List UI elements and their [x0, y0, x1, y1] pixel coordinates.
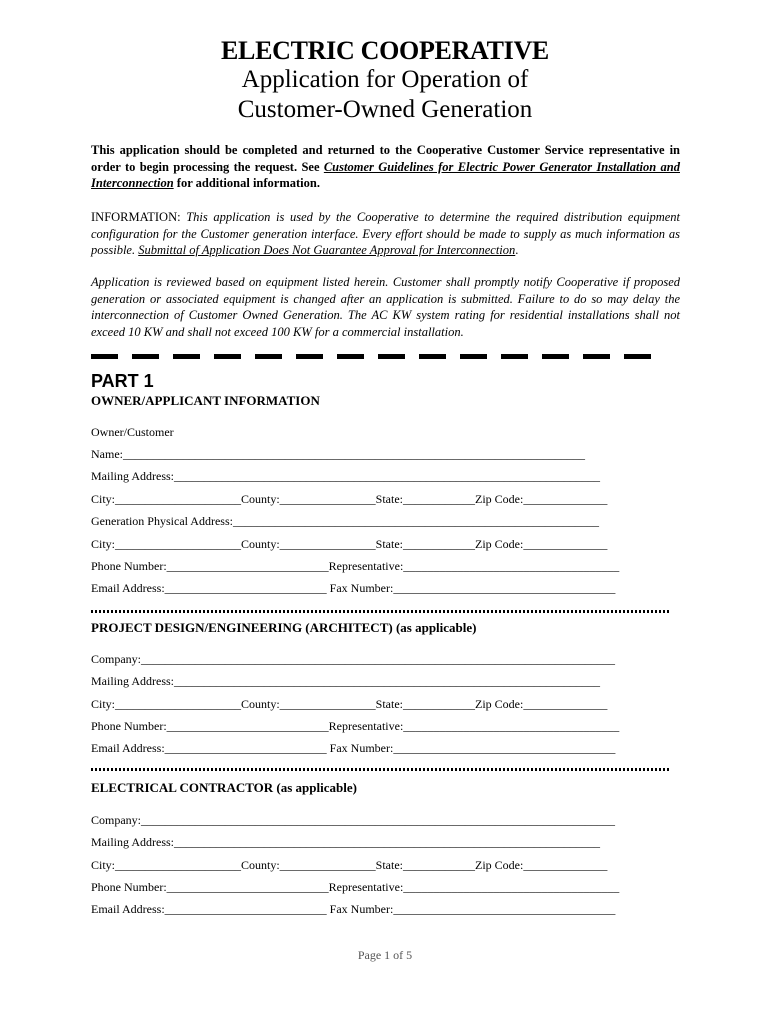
- generation-city-county-state-zip-field[interactable]: City:_____________________County:________________State:____________Zip Code:______________: [91, 537, 608, 551]
- information-label: INFORMATION:: [91, 210, 187, 224]
- architect-city-county-state-zip-field[interactable]: City:_____________________County:________________State:____________Zip Code:______________: [91, 697, 608, 711]
- intro-paragraph: [91, 142, 680, 192]
- information-tail: .: [515, 243, 519, 257]
- generation-physical-address-field[interactable]: Generation Physical Address:_____________________________________________________________: [91, 514, 599, 528]
- approval-disclaimer: Submittal of Application Does Not Guarantee Approval for Interconnection: [138, 243, 516, 257]
- architect-company-field[interactable]: Company:_______________________________________________________________________________: [91, 652, 615, 666]
- review-paragraph: Application is reviewed based on equipment listed herein. Customer shall promptly notify Cooperative if proposed generation or associated equipment is changed after an application is submitted. Failure to do so may delay the interconnection of Customer Owned Generation. The AC KW system rating for residential installations shall not exceed 10 KW and shall not exceed 100 KW for a commercial installation.: [91, 275, 680, 339]
- owner-phone-representative-field[interactable]: Phone Number:___________________________Representative:____________________________________: [91, 559, 620, 573]
- architect-phone-representative-field[interactable]: Phone Number:___________________________Representative:____________________________________: [91, 719, 620, 733]
- owner-email-fax-field[interactable]: Email Address:___________________________ Fax Number:_____________________________________: [91, 581, 616, 595]
- intro-text: This application should be completed and returned to the Cooperative Customer Service representative in order to begin processing the request. See: [91, 143, 680, 174]
- owner-customer-label: Owner/Customer: [91, 425, 174, 439]
- dashed-divider: [91, 354, 661, 359]
- architect-email-fax-field[interactable]: Email Address:___________________________ Fax Number:_____________________________________: [91, 741, 616, 755]
- document-subtitle-line1: Application for Operation of: [241, 66, 529, 93]
- dotted-divider: [91, 610, 671, 613]
- contractor-email-fax-field[interactable]: Email Address:___________________________ Fax Number:_____________________________________: [91, 902, 616, 916]
- owner-mailing-address-field[interactable]: Mailing Address:_______________________________________________________________________: [91, 469, 600, 483]
- document-subtitle-line2: Customer-Owned Generation: [237, 96, 533, 123]
- owner-section-heading: OWNER/APPLICANT INFORMATION: [91, 393, 320, 408]
- information-paragraph: [91, 209, 680, 259]
- dotted-divider: [91, 768, 671, 771]
- contractor-mailing-address-field[interactable]: Mailing Address:_______________________________________________________________________: [91, 835, 600, 849]
- part-heading: PART 1: [91, 371, 154, 391]
- guidelines-link[interactable]: Customer Guidelines for Electric Power Generator Installation and Interconnection: [91, 159, 680, 190]
- architect-mailing-address-field[interactable]: Mailing Address:_______________________________________________________________________: [91, 674, 600, 688]
- information-text: This application is used by the Cooperative to determine the required distribution equipment configuration for the Customer generation interface. Every effort should be made to supply as much information as possible.: [91, 210, 680, 257]
- owner-city-county-state-zip-field[interactable]: City:_____________________County:________________State:____________Zip Code:______________: [91, 492, 608, 506]
- document-title: ELECTRIC COOPERATIVE: [221, 36, 549, 65]
- contractor-company-field[interactable]: Company:_______________________________________________________________________________: [91, 813, 615, 827]
- contractor-phone-representative-field[interactable]: Phone Number:___________________________Representative:____________________________________: [91, 880, 620, 894]
- owner-name-field[interactable]: Name:_____________________________________________________________________________: [91, 447, 585, 461]
- contractor-city-county-state-zip-field[interactable]: City:_____________________County:________________State:____________Zip Code:______________: [91, 858, 608, 872]
- page-number: Page 1 of 5: [357, 948, 413, 962]
- intro-tail: for additional information.: [173, 176, 320, 190]
- architect-section-heading: PROJECT DESIGN/ENGINEERING (ARCHITECT) (as applicable): [91, 620, 477, 635]
- contractor-section-heading: ELECTRICAL CONTRACTOR (as applicable): [91, 780, 357, 795]
